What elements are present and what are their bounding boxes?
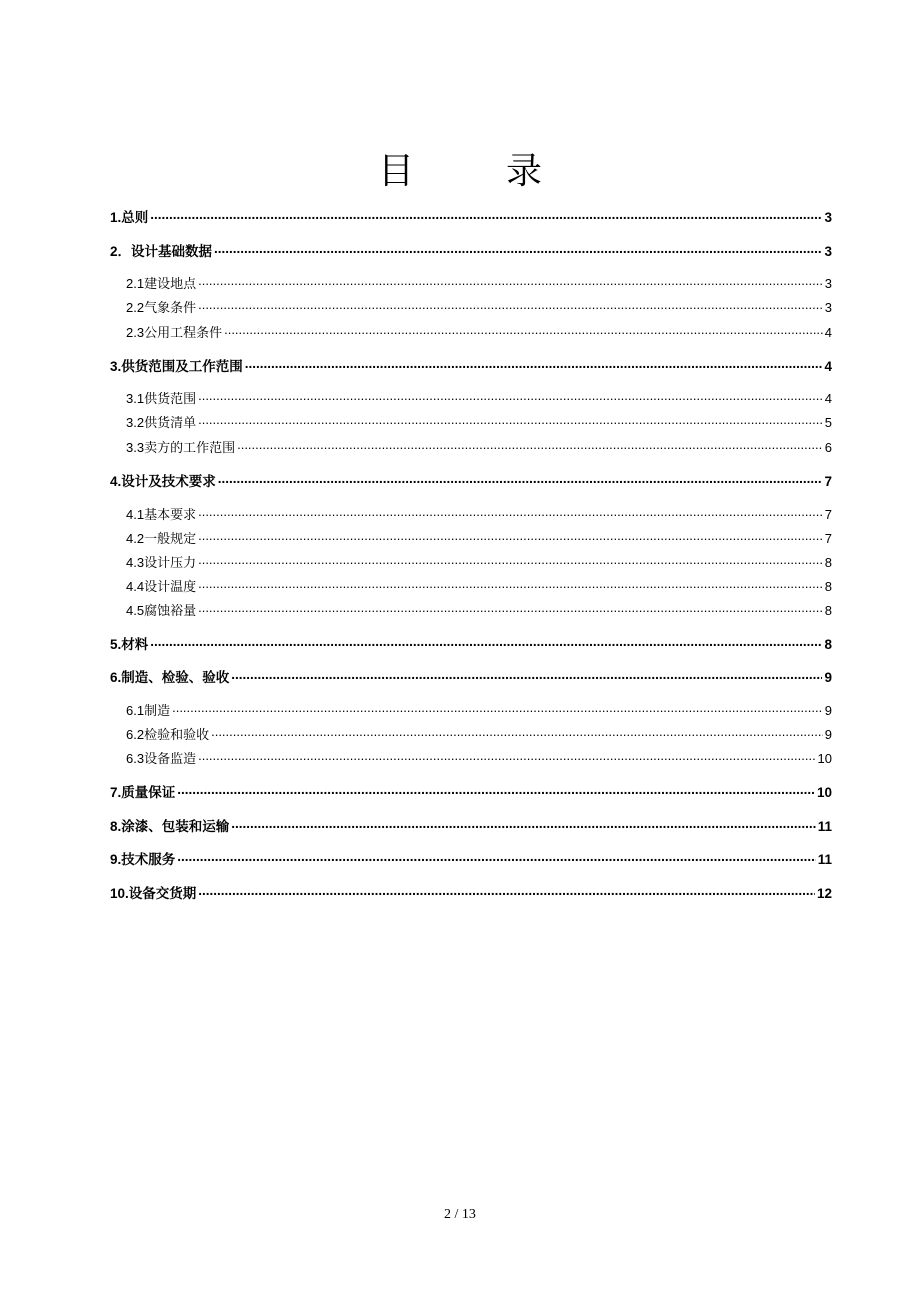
toc-entry[interactable] <box>110 700 832 720</box>
toc-dot-leader <box>150 208 822 222</box>
toc-entry-number: 4.5 <box>126 603 145 618</box>
toc-entry-number: 8. <box>110 819 122 834</box>
toc-entry-page: 4 <box>824 359 832 374</box>
toc-entry[interactable] <box>110 437 832 457</box>
toc-entry[interactable] <box>110 355 832 375</box>
toc-entry-number: 3.2 <box>126 415 145 430</box>
toc-entry[interactable] <box>110 724 832 744</box>
toc-dot-leader <box>150 635 822 649</box>
toc-entry-number: 6.1 <box>126 703 145 718</box>
toc-dot-leader <box>198 413 823 427</box>
toc-entry[interactable] <box>110 240 832 260</box>
toc-dot-leader <box>172 701 823 715</box>
toc-entry[interactable] <box>110 297 832 317</box>
toc-entry[interactable] <box>110 273 832 293</box>
toc-entry-number: 7. <box>110 785 122 800</box>
toc-entry-label: 公用工程条件 <box>144 325 223 340</box>
toc-entry-label: 检验和验收 <box>144 727 210 742</box>
toc-dot-leader <box>231 817 815 831</box>
toc-entry-page: 8 <box>824 603 832 618</box>
toc-dot-leader <box>198 274 823 288</box>
toc-dot-leader <box>177 850 815 864</box>
toc-entry-page: 3 <box>824 300 832 315</box>
toc-entry-label: 设计及技术要求 <box>121 474 216 489</box>
toc-entry[interactable] <box>110 600 832 620</box>
toc-entry-label: 制造、检验、验收 <box>121 670 230 685</box>
toc-entry[interactable] <box>110 528 832 548</box>
toc-entry-page: 10 <box>817 751 832 766</box>
toc-entry[interactable] <box>110 748 832 768</box>
toc-entry-number: 2.1 <box>126 276 145 291</box>
toc-entry-number: 4.4 <box>126 579 145 594</box>
toc-entry-number: 9. <box>110 852 122 867</box>
toc-entry[interactable] <box>110 412 832 432</box>
toc-entry-number: 3.1 <box>126 391 145 406</box>
toc-dot-leader <box>198 505 823 519</box>
toc-entry-label: 涂漆、包装和运输 <box>121 819 230 834</box>
toc-entry-label: 供货范围及工作范围 <box>121 359 243 374</box>
toc-entry-number: 6.2 <box>126 727 145 742</box>
toc-entry-page: 8 <box>824 579 832 594</box>
toc-entry-label: 设备监造 <box>144 751 197 766</box>
toc-entry-page: 7 <box>824 474 832 489</box>
toc-entry[interactable] <box>110 882 832 902</box>
toc-entry-page: 3 <box>824 276 832 291</box>
toc-entry-page: 9 <box>824 727 832 742</box>
toc-entry[interactable] <box>110 815 832 835</box>
toc-dot-leader <box>177 783 815 797</box>
toc-entry-page: 10 <box>816 785 832 800</box>
toc-entry-page: 5 <box>824 415 832 430</box>
toc-entry-page: 8 <box>824 555 832 570</box>
toc-entry-label: 总则 <box>121 210 149 225</box>
toc-dot-leader <box>198 749 815 763</box>
toc-entry-label: 气象条件 <box>144 300 197 315</box>
toc-entry-page: 11 <box>817 852 832 867</box>
toc-entry[interactable] <box>110 633 832 653</box>
toc-entry-number: 4. <box>110 474 122 489</box>
toc-entry-number: 2.3 <box>126 325 145 340</box>
toc-entry[interactable] <box>110 576 832 596</box>
toc-entry-page: 12 <box>816 886 832 901</box>
toc-entry-number: 3.3 <box>126 440 145 455</box>
toc-title: 目 录 <box>377 151 570 192</box>
toc-dot-leader <box>218 472 823 486</box>
toc-entry-number: 6. <box>110 670 122 685</box>
toc-entry-page: 8 <box>824 637 832 652</box>
toc-entry[interactable] <box>110 322 832 342</box>
toc-dot-leader <box>198 298 823 312</box>
toc-entry-label: 建设地点 <box>144 276 197 291</box>
page-number-footer: 2 / 13 <box>444 1207 476 1222</box>
toc-entry-label: 供货清单 <box>144 415 197 430</box>
toc-entry-label: 技术服务 <box>121 852 176 867</box>
toc-dot-leader <box>231 668 822 682</box>
toc-dot-leader <box>214 242 822 256</box>
toc-entry-label: 一般规定 <box>144 531 197 546</box>
toc-entry-label: 基本要求 <box>144 507 197 522</box>
toc-entry-page: 11 <box>817 819 832 834</box>
toc-entry[interactable] <box>110 504 832 524</box>
toc-entry-page: 9 <box>824 703 832 718</box>
toc-entry-label: 卖方的工作范围 <box>144 440 236 455</box>
toc-entry[interactable] <box>110 552 832 572</box>
toc-entry-label: 设计压力 <box>144 555 197 570</box>
toc-entry-label: 质量保证 <box>121 785 176 800</box>
toc-entry-label: 设计基础数据 <box>131 244 213 259</box>
toc-entry-number: 2． <box>110 244 132 259</box>
toc-entry-number: 3. <box>110 359 122 374</box>
toc-entry[interactable] <box>110 781 832 801</box>
toc-entry[interactable] <box>110 470 832 490</box>
toc-entry-label: 材料 <box>121 637 149 652</box>
toc-entry[interactable] <box>110 388 832 408</box>
toc-entry-number: 2.2 <box>126 300 145 315</box>
toc-dot-leader <box>211 725 823 739</box>
toc-dot-leader <box>198 577 823 591</box>
toc-entry-label: 设备交货期 <box>128 886 197 901</box>
toc-dot-leader <box>198 601 823 615</box>
toc-entry-number: 6.3 <box>126 751 145 766</box>
toc-entry-page: 7 <box>824 531 832 546</box>
toc-dot-leader <box>198 884 815 898</box>
toc-entry-number: 1. <box>110 210 122 225</box>
toc-dot-leader <box>198 529 823 543</box>
toc-entry[interactable] <box>110 206 832 226</box>
toc-entry-label: 制造 <box>144 703 171 718</box>
toc-entry-page: 4 <box>824 391 832 406</box>
toc-dot-leader <box>237 438 823 452</box>
toc-entry-number: 4.2 <box>126 531 145 546</box>
toc-dot-leader <box>198 389 823 403</box>
toc-entry-label: 腐蚀裕量 <box>144 603 197 618</box>
toc-entry-label: 设计温度 <box>144 579 197 594</box>
toc-entry-number: 10. <box>110 886 129 901</box>
toc-entry-number: 4.3 <box>126 555 145 570</box>
toc-entry-page: 3 <box>824 210 832 225</box>
toc-entry[interactable] <box>110 666 832 686</box>
toc-entry-page: 4 <box>824 325 832 340</box>
toc-entry-label: 供货范围 <box>144 391 197 406</box>
toc-entry-page: 6 <box>824 440 832 455</box>
toc-entry-page: 7 <box>824 507 832 522</box>
toc-entry-page: 3 <box>824 244 832 259</box>
toc-entry-page: 9 <box>824 670 832 685</box>
toc-entry[interactable] <box>110 848 832 868</box>
toc-entry-number: 5. <box>110 637 122 652</box>
toc-dot-leader <box>198 553 823 567</box>
toc-dot-leader <box>224 323 823 337</box>
toc-dot-leader <box>245 357 823 371</box>
toc-entry-number: 4.1 <box>126 507 145 522</box>
